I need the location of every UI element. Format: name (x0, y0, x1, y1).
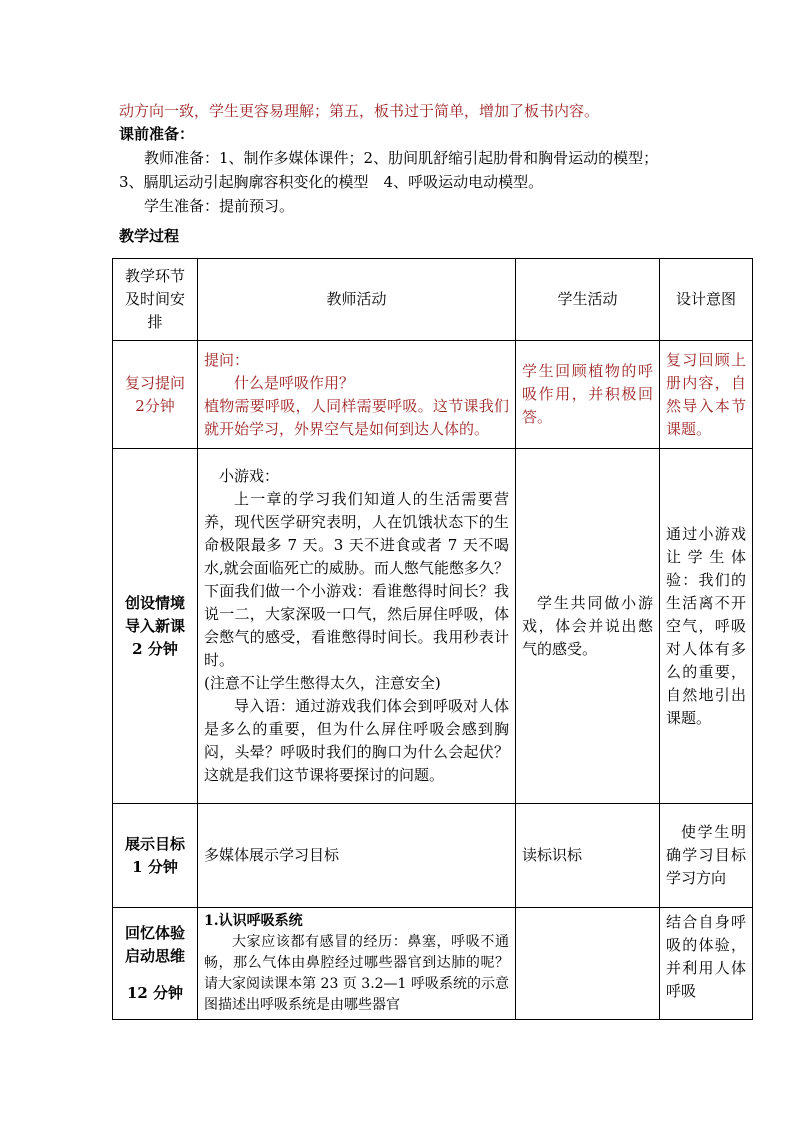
table-header-row (113, 259, 753, 341)
stage-cell: 创设情境 导入新课 2 分钟 (113, 449, 198, 804)
process-heading: 教学过程 (119, 227, 180, 245)
student-activity-cell: 学生共同做小游戏，体会并说出憋气的感受。 (516, 449, 660, 804)
table-row (113, 804, 753, 908)
teacher-prep-line-2: 3、膈肌运动引起胸廓容积变化的模型 4、呼吸运动电动模型。 (119, 173, 544, 191)
header-stage: 教学环节 及时间安 排 (113, 259, 198, 341)
table-row (113, 449, 753, 804)
student-activity-cell (516, 908, 660, 1020)
design-intent-cell: 通过小游戏让学生体验：我们的生活离不开空气，呼吸对人体有多么的重要，自然地引出课题。 (660, 449, 753, 804)
teacher-activity-cell: 小游戏： 上一章的学习我们知道人的生活需要营养，现代医学研究表明，人在饥饿状态下的生命极限最多 7 天。3 天不进食或者 7 天不喝水,就会面临死亡的威胁。而人憋气能憋多久？下面我们做一个小游戏：看谁憋得时间长？我说一二，大家深吸一口气，然后屏住呼吸，体会憋气的感受，看谁憋得时间长。我用秒表计时。 (注意不让学生憋得太久，注意安全) 导入语：通过游戏我们体会到呼吸对人体是多么的重要，但为什么屏住呼吸会感到胸闷，头晕？呼吸时我们的胸口为什么会起伏？这就是我们这节课将要探讨的问题。 (198, 449, 516, 804)
student-activity-cell: 读标识标 (516, 804, 660, 908)
teacher-activity-cell: 1.认识呼吸系统 大家应该都有感冒的经历：鼻塞，呼吸不通畅，那么气体由鼻腔经过哪些器官到达肺的呢？请大家阅读课本第 23 页 3.2—1 呼吸系统的示意图描述出呼吸系统是由哪些器官 (198, 908, 516, 1020)
stage-cell: 复习提问 2分钟 (113, 341, 198, 449)
teacher-prep-line-1: 教师准备：1、制作多媒体课件；2、肋间肌舒缩引起肋骨和胸骨运动的模型； (144, 149, 659, 167)
design-intent-cell: 复习回顾上册内容，自然导入本节课题。 (660, 341, 753, 449)
student-activity-cell: 学生回顾植物的呼吸作用，并积极回答。 (516, 341, 660, 449)
table-row (113, 908, 753, 1020)
design-intent-cell: 结合自身呼吸的体验，并利用人体呼吸 (660, 908, 753, 1020)
stage-cell: 展示目标 1 分钟 (113, 804, 198, 908)
teacher-activity-cell: 提问： 什么是呼吸作用？ 植物需要呼吸，人同样需要呼吸。这节课我们就开始学习，外界空气是如何到达人体的。 (198, 341, 516, 449)
header-design-intent: 设计意图 (660, 259, 753, 341)
student-prep-line: 学生准备：提前预习。 (144, 197, 295, 215)
stage-cell: 回忆体验 启动思维 12 分钟 (113, 908, 198, 1020)
prep-heading: 课前准备： (119, 125, 195, 143)
table-row (113, 341, 753, 449)
intro-line-1: 动方向一致，学生更容易理解；第五，板书过于简单，增加了板书内容。 (119, 102, 600, 120)
teacher-activity-cell: 多媒体展示学习目标 (198, 804, 516, 908)
design-intent-cell: 使学生明确学习目标学习方向 (660, 804, 753, 908)
header-student-activity: 学生活动 (516, 259, 660, 341)
lesson-plan-table (112, 258, 753, 1020)
header-teacher-activity: 教师活动 (198, 259, 516, 341)
